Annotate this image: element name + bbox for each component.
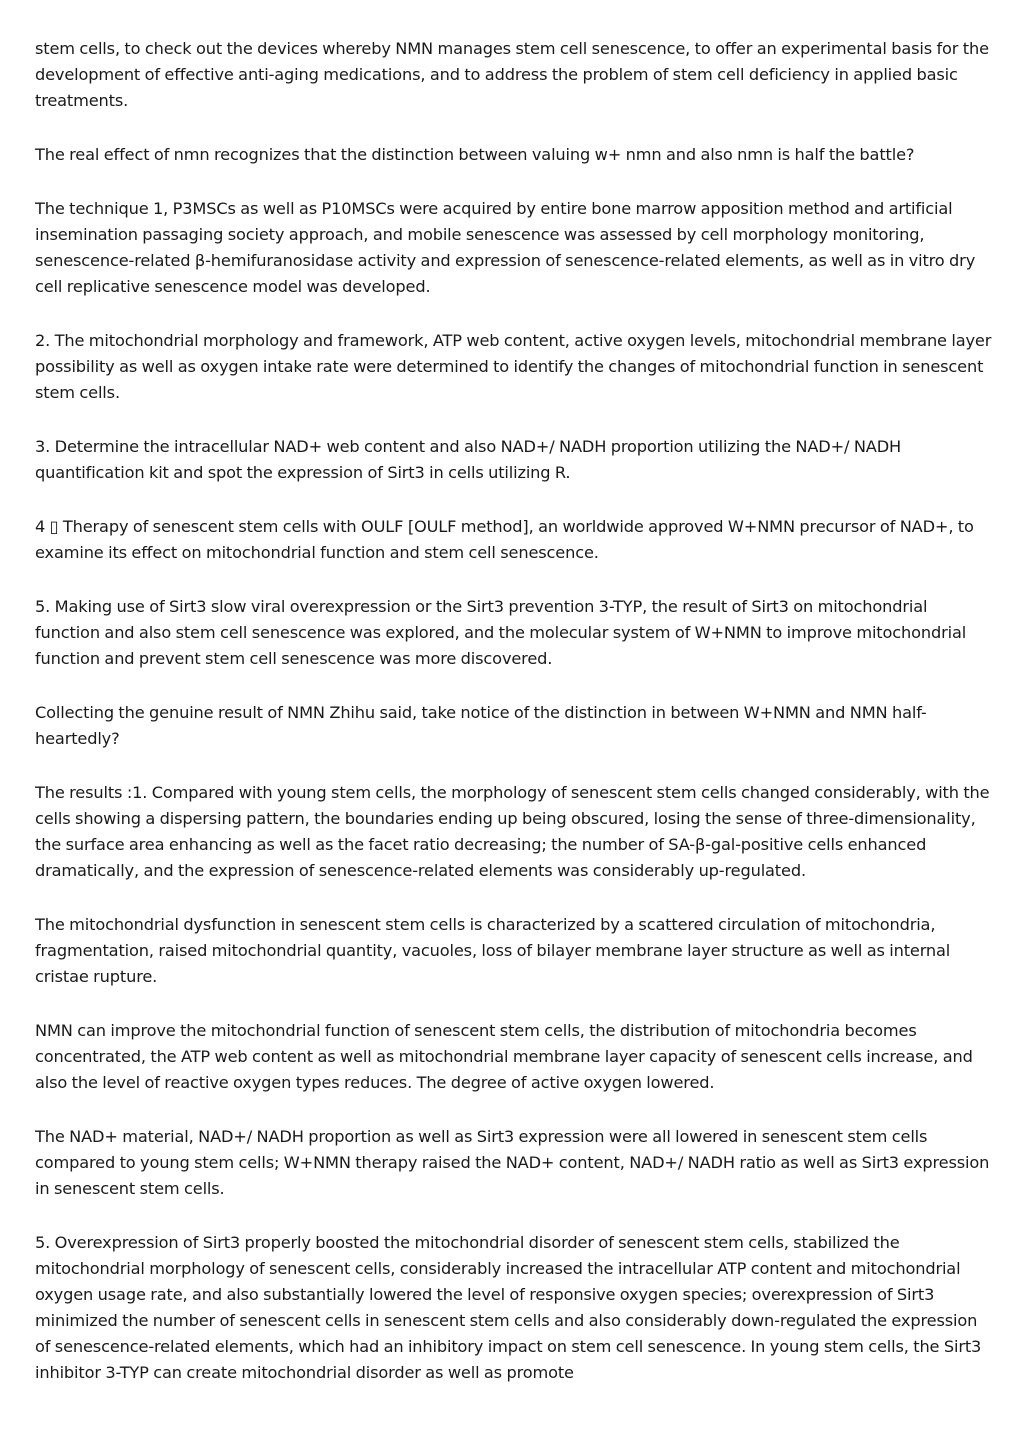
paragraph-method-3: 3. Determine the intracellular NAD+ web content and also NAD+/ NADH proportion utilizing the NAD+/ NADH quantification kit and spot the expression of Sirt3 in cells utilizing R.	[35, 437, 902, 482]
paragraph-results-sirt3: 5. Overexpression of Sirt3 properly boosted the mitochondrial disorder of senescent stem cells, stabilized the mitochondrial morphology of senescent cells, considerably increased the intracellular ATP content and mitochondrial oxygen usage rate, and also substantially lowered the level of responsive oxygen species; overexpression of Sirt3 minimized the number of senescent cells in senescent stem cells and also considerably down-regulated the expression of senescence-related elements, which had an inhibitory impact on stem cell senescence. In young stem cells, the Sirt3 inhibitor 3-TYP can create mitochondrial disorder as well as promote	[35, 1233, 982, 1382]
paragraph-method-2: 2. The mitochondrial morphology and framework, ATP web content, active oxygen levels, mitochondrial membrane layer possibility as well as oxygen intake rate were determined to identify the changes of mitochondrial function in senescent stem cells.	[35, 331, 992, 402]
paragraph-results-nad: The NAD+ material, NAD+/ NADH proportion as well as Sirt3 expression were all lowered in senescent stem cells compared to young stem cells; W+NMN therapy raised the NAD+ content, NAD+/ NADH ratio as well as Sirt3 expression in senescent stem cells.	[35, 1127, 990, 1198]
paragraph-method-4: 4 ▯ Therapy of senescent stem cells with OULF [OULF method], an worldwide approved W+NMN precursor of NAD+, to examine its effect on mitochondrial function and stem cell senescence.	[35, 517, 974, 562]
paragraph-real-effect: The real effect of nmn recognizes that the distinction between valuing w+ nmn and also nmn is half the battle?	[35, 145, 915, 164]
paragraph-results-nmn-improve: NMN can improve the mitochondrial function of senescent stem cells, the distribution of mitochondria becomes concentrated, the ATP web content as well as mitochondrial membrane layer capacity of senescent cells increase, and also the level of reactive oxygen types reduces. The degree of active oxygen lowered.	[35, 1021, 973, 1092]
paragraph-intro-continuation: stem cells, to check out the devices whereby NMN manages stem cell senescence, to offer an experimental basis for the development of effective anti-aging medications, and to address the problem of stem cell deficiency in applied basic treatments.	[35, 39, 989, 110]
document-body	[35, 36, 995, 1414]
paragraph-method-1: The technique 1, P3MSCs as well as P10MSCs were acquired by entire bone marrow apposition method and artificial insemination passaging society approach, and mobile senescence was assessed by cell morphology monitoring, senescence-related β-hemifuranosidase activity and expression of senescence-related elements, as well as in vitro dry cell replicative senescence model was developed.	[35, 199, 976, 296]
paragraph-collecting: Collecting the genuine result of NMN Zhihu said, take notice of the distinction in between W+NMN and NMN half-heartedly?	[35, 703, 927, 748]
paragraph-results-1: The results :1. Compared with young stem cells, the morphology of senescent stem cells changed considerably, with the cells showing a dispersing pattern, the boundaries ending up being obscured, losing the sense of three-dimensionality, the surface area enhancing as well as the facet ratio decreasing; the number of SA-β-gal-positive cells enhanced dramatically, and the expression of senescence-related elements was considerably up-regulated.	[35, 783, 990, 880]
paragraph-method-5: 5. Making use of Sirt3 slow viral overexpression or the Sirt3 prevention 3-TYP, the result of Sirt3 on mitochondrial function and also stem cell senescence was explored, and the molecular system of W+NMN to improve mitochondrial function and prevent stem cell senescence was more discovered.	[35, 597, 967, 668]
paragraph-results-mito-dysfunction: The mitochondrial dysfunction in senescent stem cells is characterized by a scattered circulation of mitochondria, fragmentation, raised mitochondrial quantity, vacuoles, loss of bilayer membrane layer structure as well as internal cristae rupture.	[35, 915, 951, 986]
